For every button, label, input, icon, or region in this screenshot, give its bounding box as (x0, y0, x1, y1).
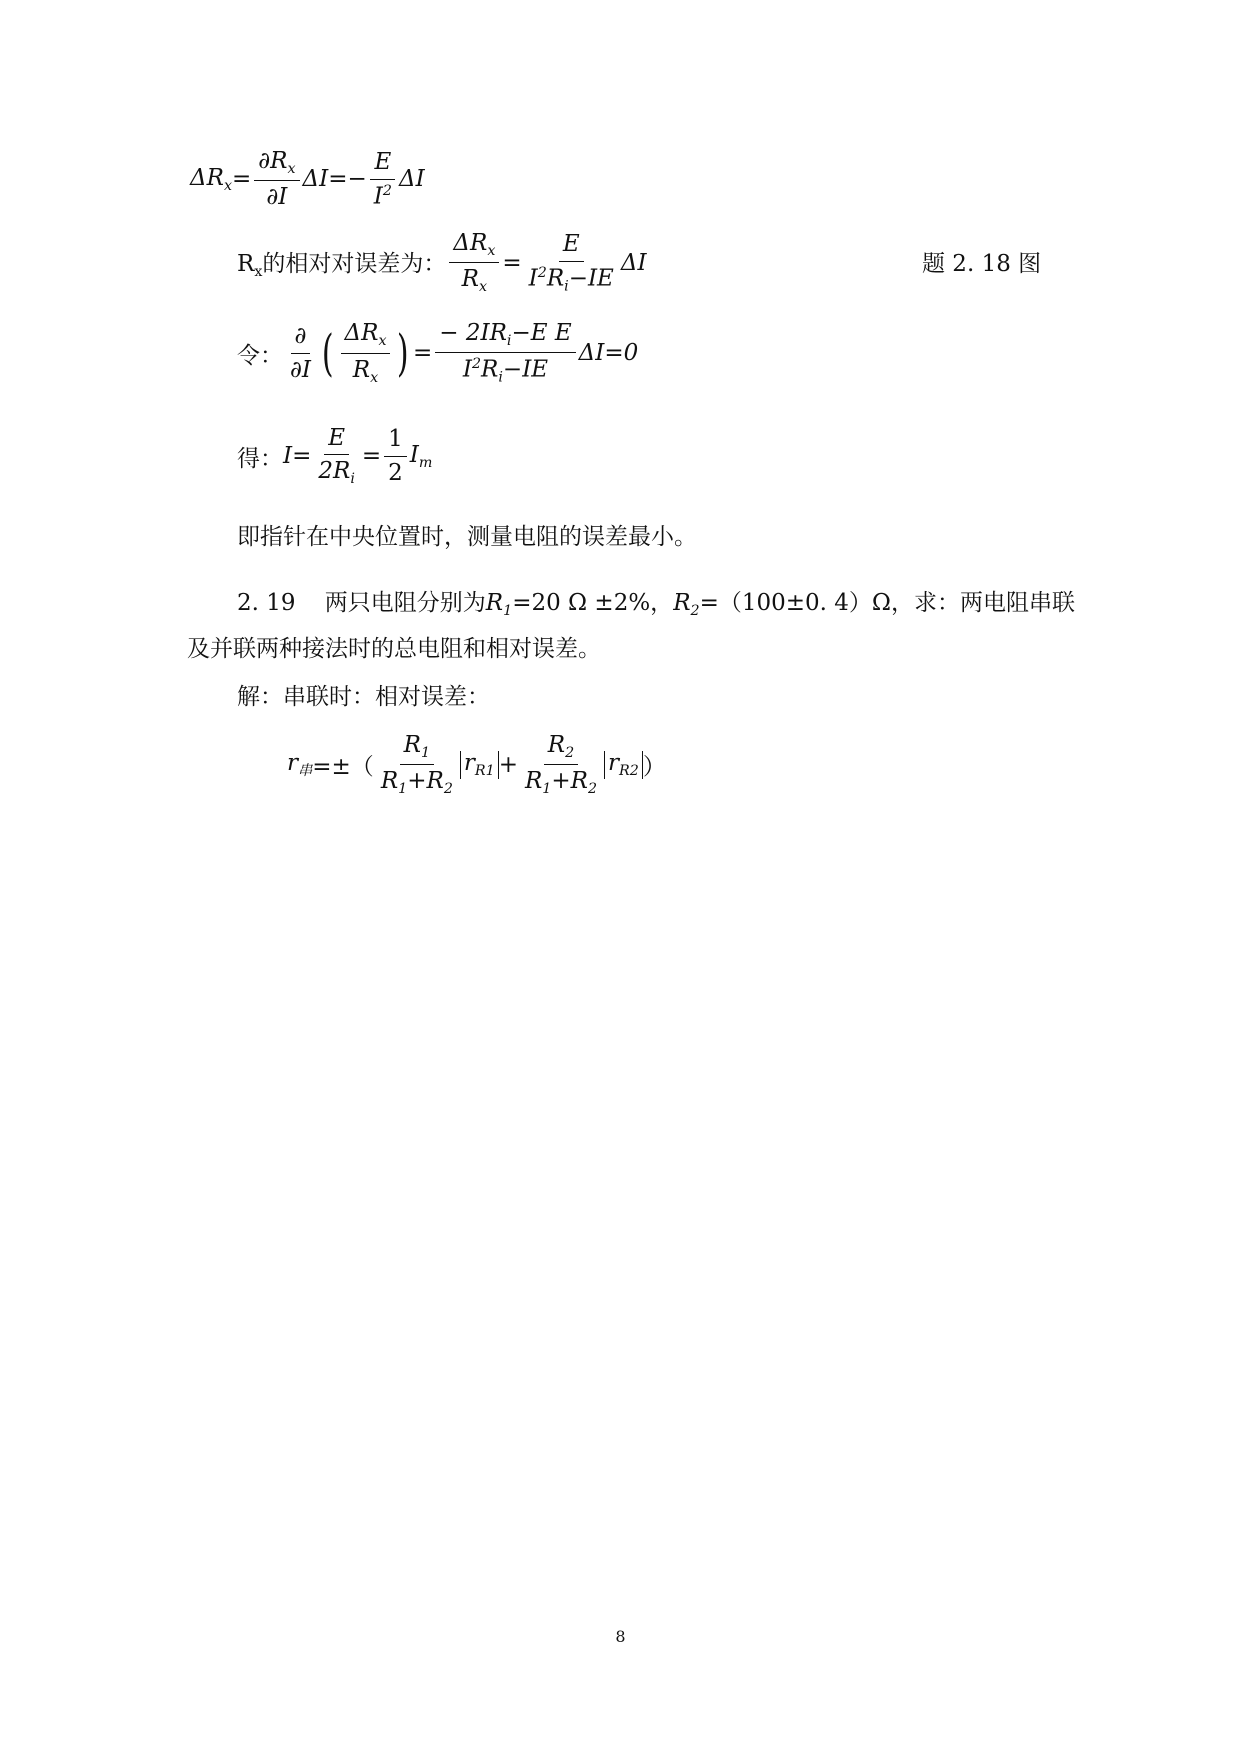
eq3-rhs-fraction: $\frac{- 2IR_i-E E}{I^2R_i-IE}$ (435, 320, 575, 386)
eq1-delta-i-2: ΔI (398, 166, 425, 193)
equation-delta-rx (190, 148, 425, 211)
eq4-lhs: I= (283, 443, 312, 470)
equation-derivative-zero (237, 320, 638, 386)
figure-label: 题 2. 18 图 (922, 251, 1042, 277)
eq1-delta-i: ΔI (302, 166, 329, 193)
eq2-equals: = (502, 249, 522, 276)
eq3-left-paren: ( (321, 324, 334, 383)
eq5-abs-1: $r_{R1}$ (460, 751, 499, 780)
eq3-inner-fraction: $\frac{\Delta R_x}{R_x}$ (341, 320, 391, 386)
eq5-lhs: $r_串$ (287, 749, 313, 779)
eq3-tail: ΔI=0 (578, 340, 639, 367)
eq2-rhs-fraction: $\frac{E}{I^2R_i-IE}$ (528, 231, 614, 295)
eq2-label: $R_x$的相对对误差为： (237, 251, 447, 281)
page-number: 8 (615, 1627, 626, 1646)
paragraph-conclusion: 即指针在中央位置时，测量电阻的误差最小。 (237, 524, 697, 550)
solution-label: 解：串联时：相对误差： (237, 684, 490, 710)
eq3-partial-operator: $\frac{\partial}{\partial I}$ (290, 323, 311, 383)
eq3-label: 令： (237, 342, 283, 369)
eq4-half: $\frac{1}{2}$ (384, 426, 407, 486)
eq1-equals-minus: =− (328, 166, 367, 193)
eq5-abs-2: $r_{R2}$ (604, 751, 643, 780)
eq2-lhs-fraction: $\frac{\Delta R_x}{R_x}$ (449, 230, 499, 296)
eq3-equals: = (413, 340, 433, 367)
eq5-close: ） (642, 754, 666, 781)
eq1-lhs: $\Delta R_x$ (190, 164, 232, 194)
eq4-equals: = (361, 443, 382, 470)
eq4-label: 得： (237, 445, 283, 472)
eq5-equals: =±（ (312, 754, 374, 781)
equation-series-error (287, 732, 666, 798)
eq5-fraction-2: $\frac{R_2}{R_1+R_2}$ (524, 732, 598, 798)
eq4-im: $I_m$ (409, 441, 433, 471)
eq1-equals: = (231, 166, 252, 193)
problem-2-19-line2: 及并联两种接法时的总电阻和相对误差。 (187, 636, 601, 662)
eq1-e-over-i2: $\frac{E}{I^2}$ (370, 149, 396, 209)
equation-result (237, 425, 432, 488)
eq3-right-paren: ) (397, 324, 410, 383)
problem-number: 2. 19 (237, 590, 296, 616)
problem-2-19-line1: 2. 19 两只电阻分别为$R_1=20$ Ω ±2%，$R_2=(100\pm 0$. 4）Ω，求：两电阻串联 (237, 590, 1075, 619)
eq5-plus: + (498, 751, 518, 778)
eq5-fraction-1: $\frac{R_1}{R_1+R_2}$ (380, 732, 453, 798)
eq2-delta-i: ΔI (620, 249, 647, 276)
equation-relative-error (237, 230, 647, 296)
eq4-e-over-2ri: $\frac{E}{2R_i}$ (318, 425, 355, 488)
eq1-derivative-fraction: $\frac{\partial R_x}{\partial I}$ (254, 148, 299, 211)
